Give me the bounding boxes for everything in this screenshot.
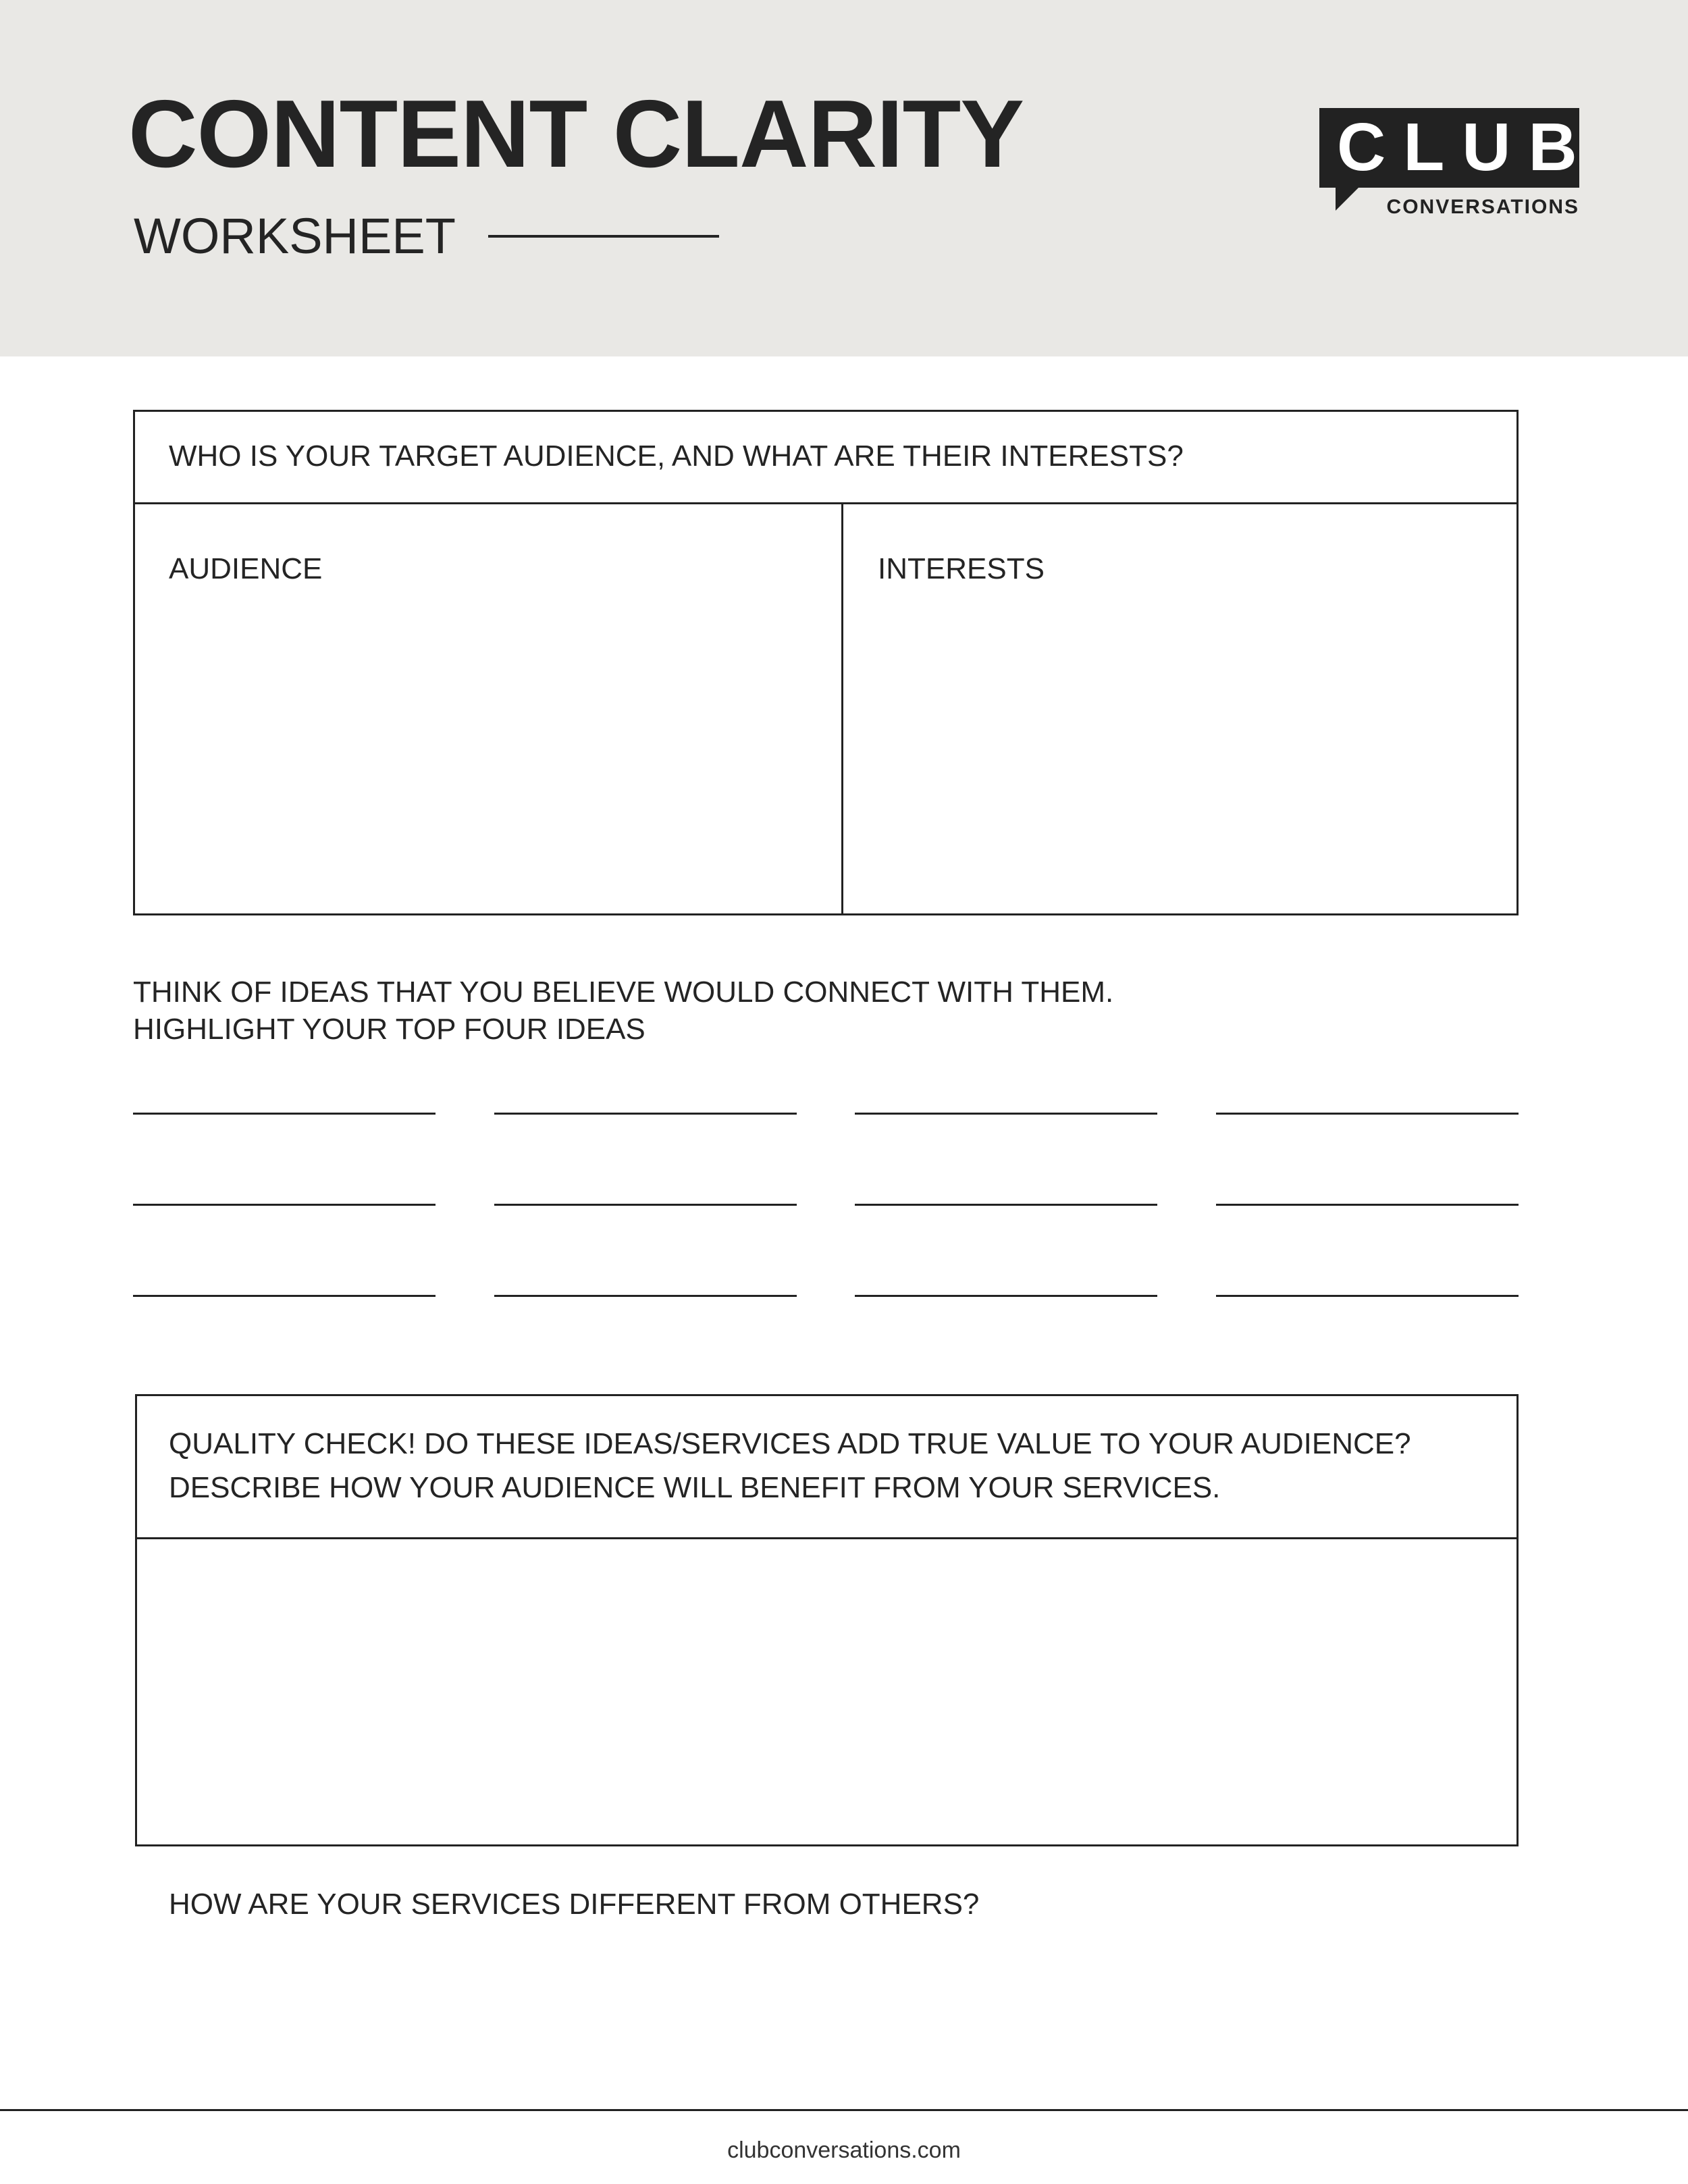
idea-answer-line[interactable] [133,1295,436,1297]
idea-answer-line[interactable] [1216,1295,1519,1297]
ideas-instruction-line2: HIGHLIGHT YOUR TOP FOUR IDEAS [133,1013,645,1046]
idea-answer-line[interactable] [855,1204,1157,1206]
idea-answer-line[interactable] [133,1204,436,1206]
quality-check-line1: QUALITY CHECK! DO THESE IDEAS/SERVICES ADD TRUE VALUE TO YOUR AUDIENCE? [169,1427,1411,1460]
difference-answer-area[interactable] [133,1938,1519,2093]
club-conversations-logo [1319,108,1595,223]
page-subtitle: WORKSHEET [134,208,456,264]
audience-table-column-divider [841,502,843,915]
idea-answer-line[interactable] [855,1295,1157,1297]
idea-answer-line[interactable] [494,1204,797,1206]
audience-answer-area[interactable] [135,608,839,911]
quality-check-answer-area[interactable] [138,1541,1516,1844]
idea-answer-line[interactable] [133,1113,436,1115]
logo-bubble-tail [1336,186,1360,211]
logo-wordmark: CLUB [1337,109,1595,185]
audience-column-label: AUDIENCE [169,552,323,585]
subtitle-row [134,206,719,267]
interests-column-label: INTERESTS [878,552,1045,585]
interests-answer-area[interactable] [845,608,1516,911]
audience-question: WHO IS YOUR TARGET AUDIENCE, AND WHAT ARE THEIR INTERESTS? [169,440,1184,473]
difference-question: HOW ARE YOUR SERVICES DIFFERENT FROM OTHERS? [169,1888,980,1921]
ideas-instruction-line1: THINK OF IDEAS THAT YOU BELIEVE WOULD CONNECT WITH THEM. [133,976,1114,1009]
audience-table-header-divider [133,502,1519,504]
quality-check-line2: DESCRIBE HOW YOUR AUDIENCE WILL BENEFIT FROM YOUR SERVICES. [169,1471,1221,1504]
page-title: CONTENT CLARITY [128,80,1024,188]
idea-answer-line[interactable] [1216,1204,1519,1206]
idea-answer-line[interactable] [494,1113,797,1115]
idea-answer-line[interactable] [1216,1113,1519,1115]
footer-url: clubconversations.com [727,2137,961,2163]
quality-check-header-divider [135,1537,1519,1539]
idea-answer-line[interactable] [494,1295,797,1297]
logo-tagline: CONVERSATIONS [1386,196,1579,218]
idea-answer-line[interactable] [855,1113,1157,1115]
subtitle-rule [488,235,719,238]
footer-rule [0,2109,1688,2111]
